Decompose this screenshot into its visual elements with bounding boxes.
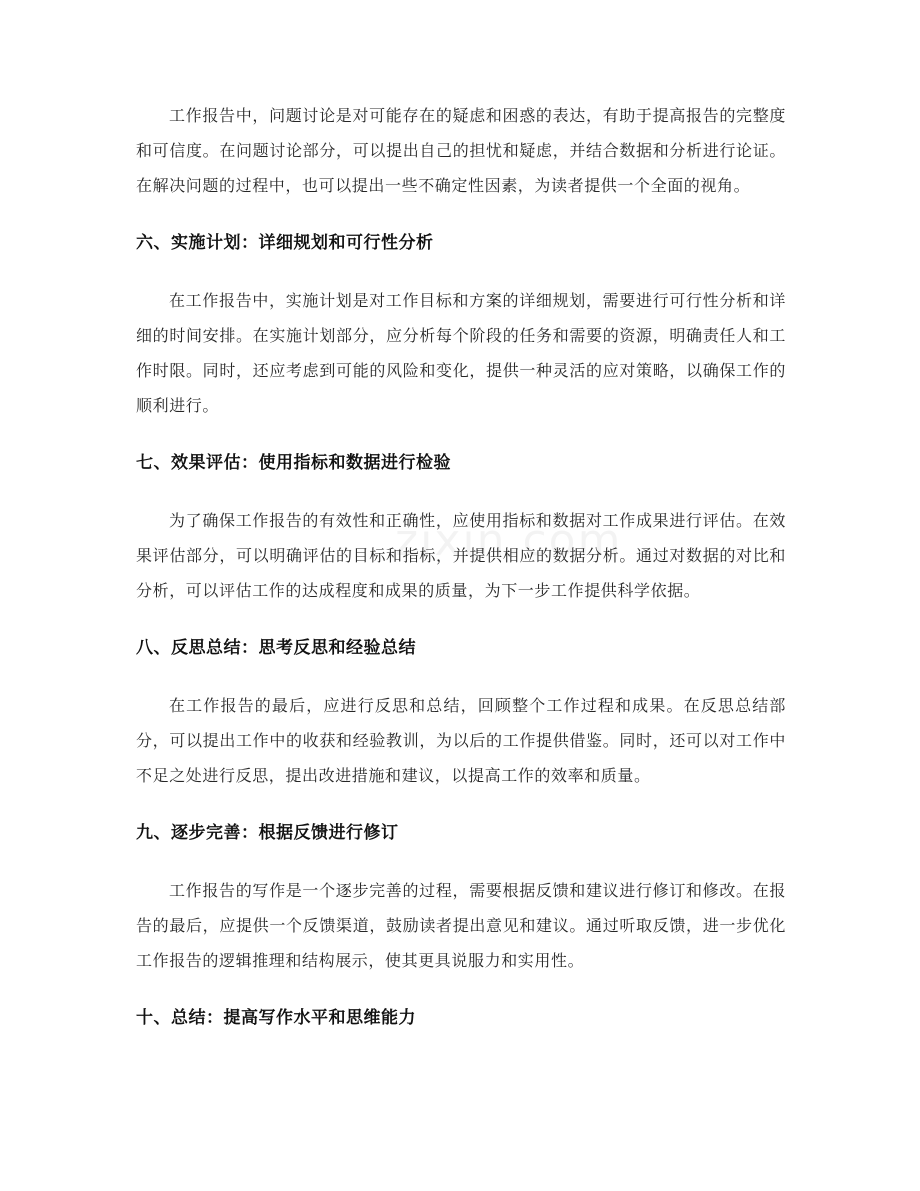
heading-effect-evaluation: 七、效果评估：使用指标和数据进行检验 (136, 453, 451, 473)
paragraph-problem-discussion: 工作报告中，问题讨论是对可能存在的疑虑和困惑的表达，有助于提高报告的完整度和可信度。在问题讨论部分，可以提出自己的担忧和疑虑，并结合数据和分析进行论证。在解决问题的过程中，也可以提出一些不确定性因素，为读者提供一个全面的视角。 (136, 106, 786, 195)
paragraph-reflection-summary: 在工作报告的最后，应进行反思和总结，回顾整个工作过程和成果。在反思总结部分，可以提出工作中的收获和经验教训，为以后的工作提供借鉴。同时，还可以对工作中不足之处进行反思，提出改进措施和建议，以提高工作的效率和质量。 (136, 696, 786, 785)
document-body (136, 98, 786, 1036)
heading-conclusion: 十、总结：提高写作水平和思维能力 (136, 1008, 416, 1028)
paragraph-implementation-plan: 在工作报告中，实施计划是对工作目标和方案的详细规划，需要进行可行性分析和详细的时间安排。在实施计划部分，应分析每个阶段的任务和需要的资源，明确责任人和工作时限。同时，还应考虑到可能的风险和变化，提供一种灵活的应对策略，以确保工作的顺利进行。 (136, 291, 786, 415)
paragraph-gradual-improvement: 工作报告的写作是一个逐步完善的过程，需要根据反馈和建议进行修订和修改。在报告的最后，应提供一个反馈渠道，鼓励读者提出意见和建议。通过听取反馈，进一步优化工作报告的逻辑推理和结构展示，使其更具说服力和实用性。 (136, 881, 786, 970)
heading-implementation-plan: 六、实施计划：详细规划和可行性分析 (136, 233, 434, 253)
paragraph-effect-evaluation: 为了确保工作报告的有效性和正确性，应使用指标和数据对工作成果进行评估。在效果评估部分，可以明确评估的目标和指标，并提供相应的数据分析。通过对数据的对比和分析，可以评估工作的达成程度和成果的质量，为下一步工作提供科学依据。 (136, 511, 786, 600)
heading-gradual-improvement: 九、逐步完善：根据反馈进行修订 (136, 823, 399, 843)
heading-reflection-summary: 八、反思总结：思考反思和经验总结 (136, 638, 416, 658)
